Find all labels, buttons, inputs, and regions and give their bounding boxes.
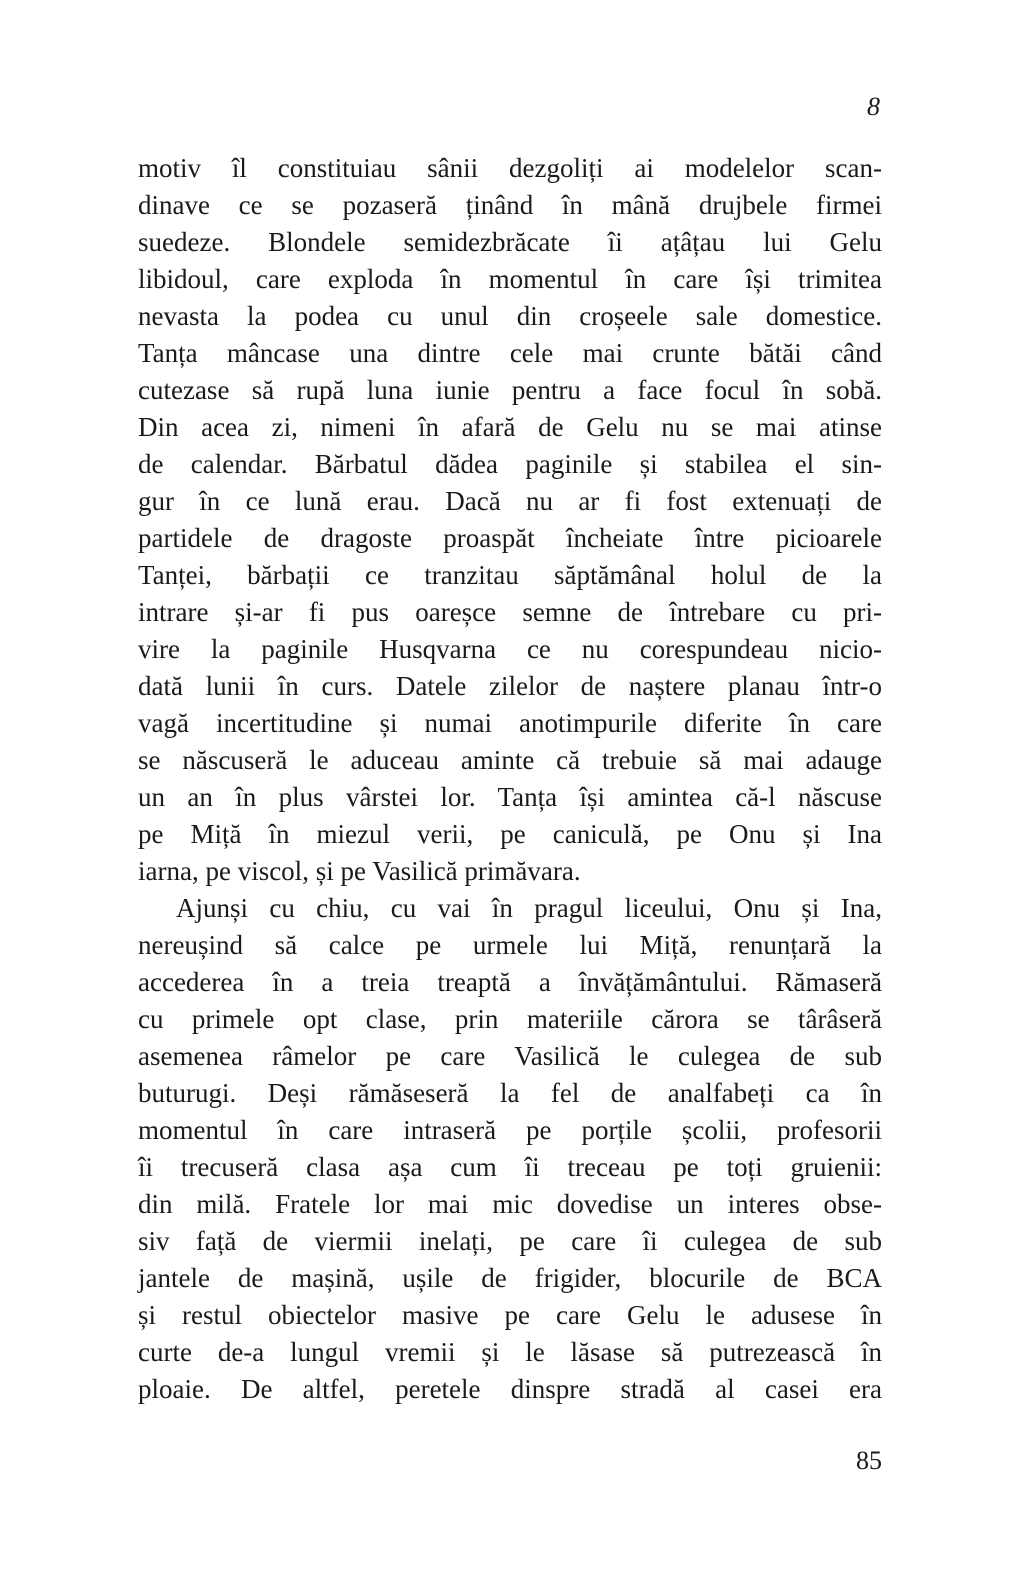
- text-line: un an în plus vârstei lor. Tanța își amintea că-l născuse: [138, 782, 882, 812]
- text-line: se născuseră le aduceau aminte că trebuie să mai adauge: [138, 745, 882, 775]
- text-line: vire la paginile Husqvarna ce nu corespundeau nicio-: [138, 634, 882, 664]
- text-line: jantele de mașină, ușile de frigider, blocurile de BCA: [138, 1263, 882, 1293]
- text-line: vagă incertitudine și numai anotimpurile diferite în care: [138, 708, 882, 738]
- text-line: suedeze. Blondele semidezbrăcate îi ațâțau lui Gelu: [138, 227, 882, 257]
- text-line: momentul în care intraseră pe porțile școlii, profesorii: [138, 1115, 882, 1145]
- text-line: dinave ce se pozaseră ținând în mână drujbele firmei: [138, 190, 882, 220]
- text-line: nereușind să calce pe urmele lui Miță, renunțară la: [138, 930, 882, 960]
- text-line: gur în ce lună erau. Dacă nu ar fi fost extenuați de: [138, 486, 882, 516]
- text-line: siv față de viermii inelați, pe care îi culegea de sub: [138, 1226, 882, 1256]
- text-line: îi trecuseră clasa așa cum îi treceau pe toți gruienii:: [138, 1152, 882, 1182]
- text-line: și restul obiectelor masive pe care Gelu le adusese în: [138, 1300, 882, 1330]
- text-line: libidoul, care exploda în momentul în care își trimitea: [138, 264, 882, 294]
- text-line: dată lunii în curs. Datele zilelor de naștere planau într-o: [138, 671, 882, 701]
- page-number: 85: [856, 1446, 882, 1475]
- text-line: asemenea râmelor pe care Vasilică le culegea de sub: [138, 1041, 882, 1071]
- text-line: buturugi. Deși rămăseseră la fel de analfabeți ca în: [138, 1078, 882, 1108]
- text-line: de calendar. Bărbatul dădea paginile și stabilea el sin-: [138, 449, 882, 479]
- text-line: Tanței, bărbații ce tranzitau săptămânal holul de la: [138, 560, 882, 590]
- text-line: curte de-a lungul vremii și le lăsase să putrezească în: [138, 1337, 882, 1367]
- text-line: Din acea zi, nimeni în afară de Gelu nu se mai atinse: [138, 412, 882, 442]
- text-line: Ajunși cu chiu, cu vai în pragul liceului, Onu și Ina,: [176, 893, 882, 923]
- text-line: accederea în a treia treaptă a învățământului. Rămaseră: [138, 967, 882, 997]
- text-line: Tanța mâncase una dintre cele mai crunte bătăi când: [138, 338, 882, 368]
- text-line: cutezase să rupă luna iunie pentru a face focul în sobă.: [138, 375, 882, 405]
- text-line: iarna, pe viscol, și pe Vasilică primăvara.: [138, 856, 581, 886]
- text-line: cu primele opt clase, prin materiile cărora se târâseră: [138, 1004, 882, 1034]
- chapter-number: 8: [867, 92, 880, 121]
- text-line: ploaie. De altfel, peretele dinspre stradă al casei era: [138, 1374, 882, 1404]
- text-line: motiv îl constituiau sânii dezgoliți ai modelelor scan-: [138, 153, 882, 183]
- body-text: [138, 150, 882, 1408]
- text-line: nevasta la podea cu unul din croșeele sale domestice.: [138, 301, 882, 331]
- text-line: din milă. Fratele lor mai mic dovedise un interes obse-: [138, 1189, 882, 1219]
- text-line: partidele de dragoste proaspăt încheiate între picioarele: [138, 523, 882, 553]
- text-line: intrare și-ar fi pus oareșce semne de întrebare cu pri-: [138, 597, 882, 627]
- text-line: pe Miță în miezul verii, pe caniculă, pe Onu și Ina: [138, 819, 882, 849]
